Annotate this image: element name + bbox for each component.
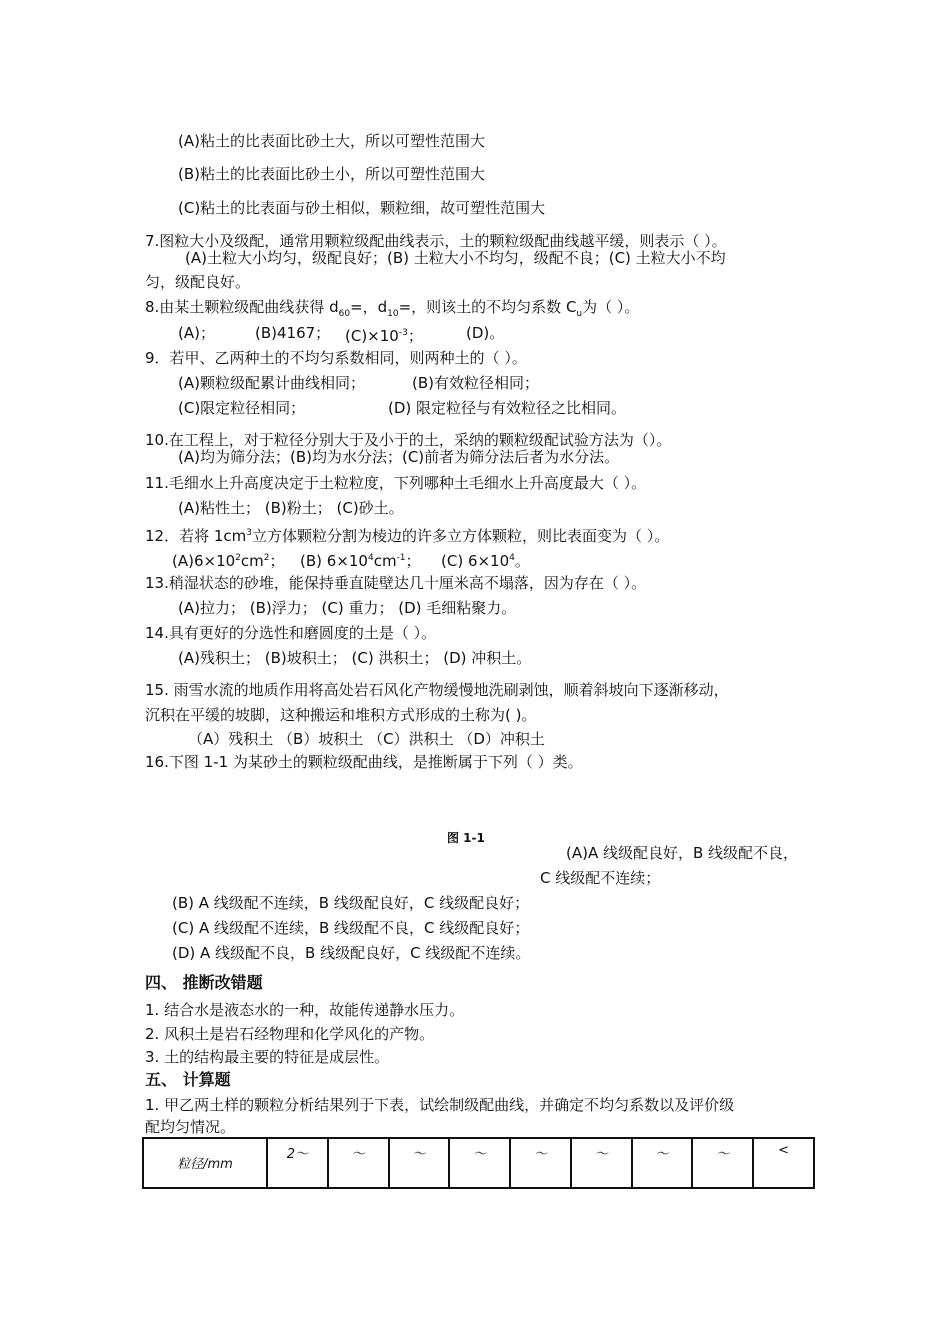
q6-option-a: (A)粘土的比表面比砂土大，所以可塑性范围大 [178, 132, 485, 150]
table-cell: ～ [632, 1138, 693, 1188]
q16-stem: 16.下图 1-1 为某砂土的颗粒级配曲线，是推断属于下列（ ）类。 [145, 753, 583, 771]
section4-item-2: 2. 风积土是岩石经物理和化学风化的产物。 [145, 1025, 435, 1043]
table-cell: ～ [389, 1138, 450, 1188]
q16-option-c: (C) A 线级配不连续，B 线级配不良，C 线级配良好； [172, 919, 530, 937]
table-cell: ～ [449, 1138, 510, 1188]
q15-stem-line1: 15. 雨雪水流的地质作用将高处岩石风化产物缓慢地洗刷剥蚀，顺着斜坡向下逐渐移动， [145, 681, 729, 699]
q8-option-d: (D)。 [466, 324, 505, 342]
q16-option-d: (D) A 线级配不良，B 线级配良好，C 线级配不连续。 [172, 944, 531, 962]
figure-caption: 图 1-1 [447, 831, 485, 845]
section4-item-3: 3. 土的结构最主要的特征是成层性。 [145, 1048, 390, 1066]
q9-stem: 9．若甲、乙两种土的不均匀系数相同，则两种土的（ ）。 [145, 349, 527, 367]
section4-title: 四、 推断改错题 [145, 973, 263, 992]
q9-option-d: (D) 限定粒径与有效粒径之比相同。 [388, 399, 627, 417]
q7-stem: 7.图粒大小及级配，通常用颗粒级配曲线表示，土的颗粒级配曲线越平缓，则表示（ ）。 [145, 232, 727, 250]
q14-options: (A)残积土； (B)坡积土； (C) 洪积土； (D) 冲积土。 [178, 649, 532, 667]
q12-option-c: (C) $6\times 10^4$。 [441, 552, 530, 570]
q7-options-line2: 匀，级配良好。 [145, 273, 251, 291]
q6-option-c: (C)粘土的比表面与砂土相似，颗粒细，故可塑性范围大 [178, 199, 546, 217]
table-cell: ～ [328, 1138, 389, 1188]
table-cell: ～ [510, 1138, 571, 1188]
q11-options: (A)粘性土； (B)粉土； (C)砂土。 [178, 499, 404, 517]
q16-option-a-line1: (A)A 线级配良好，B 线级配不良， [566, 844, 799, 862]
q15-stem-line2: 沉积在平缓的坡脚，这种搬运和堆积方式形成的土称为( )。 [145, 706, 537, 724]
q12-option-b: (B) $6\times 10^4cm^{-1}$； [300, 552, 421, 570]
particle-size-table [142, 1137, 815, 1189]
q10-options: (A)均为筛分法；(B)均为水分法；(C)前者为筛分法后者为水分法。 [178, 448, 620, 466]
table-cell: ～ [571, 1138, 632, 1188]
q7-options-line1: (A)土粒大小均匀，级配良好；(B) 土粒大小不均匀，级配不良；(C) 土粒大小不均 [185, 249, 726, 267]
q8-option-b: (B)4167； [255, 324, 331, 342]
table-cell: 2～ [267, 1138, 328, 1188]
q9-option-c: (C)限定粒径相同； [178, 399, 306, 417]
q15-options: （A）残积土 （B）坡积土 （C）洪积土 （D）冲积土 [188, 730, 545, 748]
q11-stem: 11.毛细水上升高度决定于土粒粒度，下列哪种土毛细水上升高度最大（ ）。 [145, 474, 647, 492]
q14-stem: 14.具有更好的分选性和磨圆度的土是（ ）。 [145, 624, 437, 642]
q12-option-a: $(A)6\times 10^2cm^2$； [172, 552, 285, 570]
q13-options: (A)拉力； (B)浮力； (C) 重力； (D) 毛细粘聚力。 [178, 599, 517, 617]
table-row [143, 1138, 814, 1188]
q13-stem: 13.稍湿状态的砂堆，能保持垂直陡壁达几十厘米高不塌落，因为存在（ ）。 [145, 574, 647, 592]
table-cell: < [753, 1138, 814, 1188]
q6-option-b: (B)粘土的比表面比砂土小，所以可塑性范围大 [178, 165, 485, 183]
q8-option-a: (A)； [178, 324, 215, 342]
section5-q1-line2: 配均匀情况。 [145, 1118, 236, 1136]
q10-stem: 10.在工程上，对于粒径分别大于及小于的土，采纳的颗粒级配试验方法为（）。 [145, 431, 672, 449]
table-header-cell: 粒径/mm [143, 1138, 267, 1188]
q16-option-a-line2: C 线级配不连续； [540, 869, 661, 887]
q8-option-c: $(C)\times 10^{-3}$； [345, 327, 423, 345]
section5-q1-line1: 1. 甲乙两土样的颗粒分析结果列于下表，试绘制级配曲线，并确定不均匀系数以及评价级 [145, 1096, 735, 1114]
section5-title: 五、 计算题 [145, 1070, 231, 1089]
section4-item-1: 1. 结合水是液态水的一种，故能传递静水压力。 [145, 1001, 465, 1019]
q9-option-a: (A)颗粒级配累计曲线相同； [178, 374, 365, 392]
q12-stem: 12．若将 $1cm^3$立方体颗粒分割为棱边的许多立方体颗粒，则比表面变为（ ）。 [145, 527, 670, 545]
q16-option-b: (B) A 线级配不连续，B 线级配良好，C 线级配良好； [172, 894, 530, 912]
table-cell: ～ [692, 1138, 753, 1188]
q8-stem: 8.由某土颗粒级配曲线获得 $d_{60}=$，$d_{10}=$，则该土的不均匀系数 $C_u$为（ ）。 [145, 298, 640, 319]
q9-option-b: (B)有效粒径相同； [412, 374, 539, 392]
